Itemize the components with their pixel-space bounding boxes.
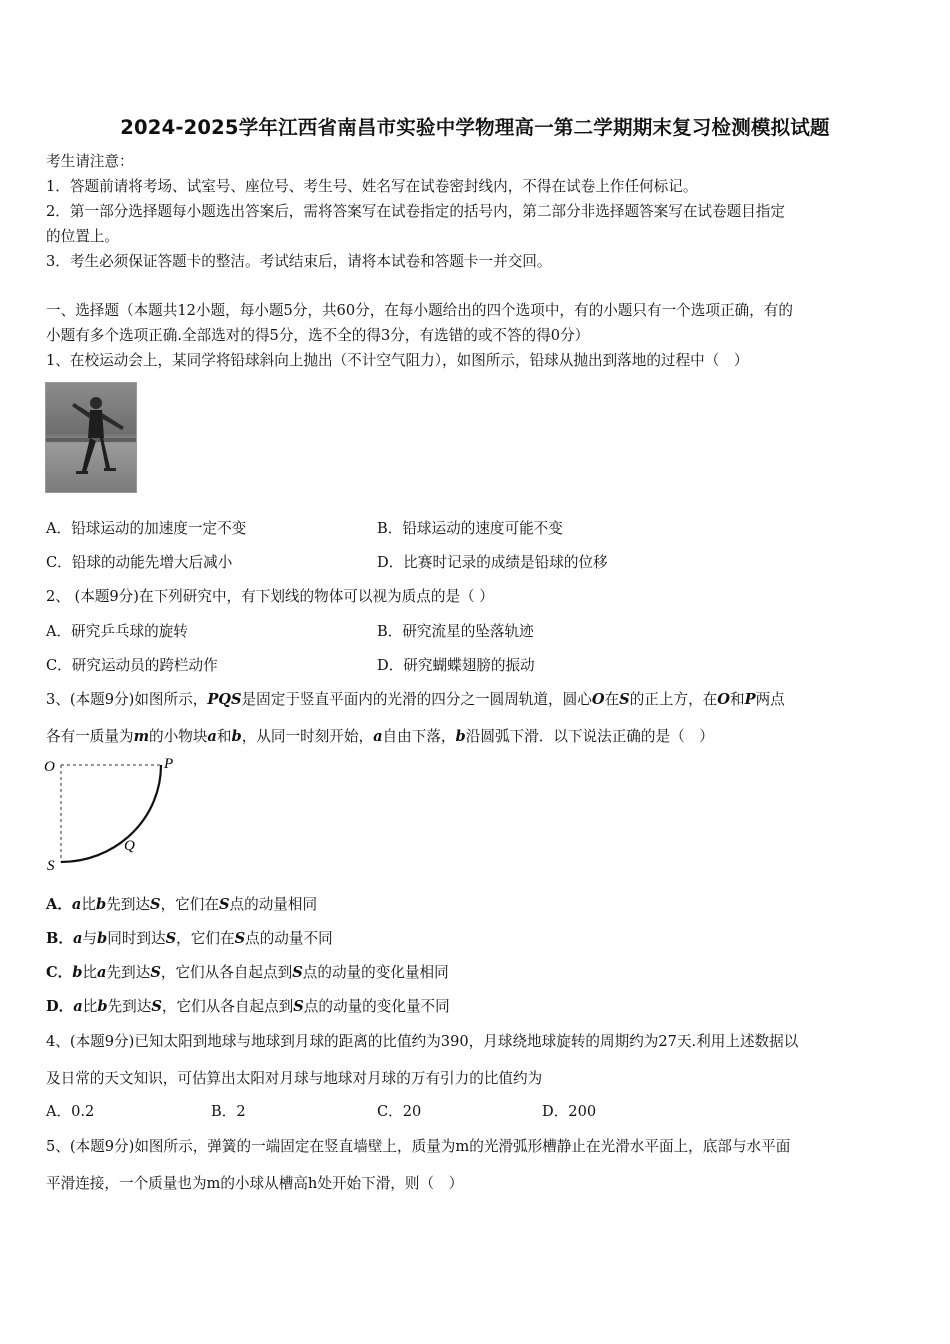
q3-var: S [619, 691, 630, 708]
q3-stem-line-2 [46, 727, 714, 747]
q4-option-c: C．20 [377, 1103, 422, 1120]
quarter-circle-track-diagram [40, 752, 200, 877]
q3-d-text: 先到达 [107, 998, 152, 1015]
q3-stem-line-1 [46, 690, 785, 710]
q3-b-var: S [234, 930, 246, 947]
q3-b-text: ，它们在 [176, 930, 235, 947]
q3-text: 的小物块 [149, 728, 208, 745]
q2-option-b: B．研究流星的坠落轨迹 [377, 623, 534, 640]
q4-option-b: B．2 [211, 1103, 246, 1120]
q3-text: 两点 [755, 691, 785, 708]
q2-stem: 2、 (本题9分)在下列研究中，有下划线的物体可以视为质点的是（ ） [46, 588, 494, 605]
q3-b-var: b [97, 930, 108, 947]
q3-a-text: 先到达 [106, 896, 151, 913]
q3-b-var: S [165, 930, 177, 947]
label-q: Q [124, 838, 135, 854]
q3-text: 3、(本题9分)如图所示， [46, 691, 208, 708]
q3-var: b [455, 728, 466, 745]
q1-stem: 1、在校运动会上，某同学将铅球斜向上抛出（不计空气阻力），如图所示，铅球从抛出到落地的过程中（ ） [46, 352, 749, 369]
section-instructions-1: 一、选择题（本题共12小题，每小题5分，共60分，在每小题给出的四个选项中，有的小题只有一个选项正确，有的 [46, 302, 793, 319]
q3-text: 和 [729, 691, 745, 708]
q3-d-text: 比 [82, 998, 98, 1015]
q3-var: P [744, 691, 756, 708]
label-s: S [47, 858, 55, 874]
q3-c-var: S [292, 964, 303, 981]
q4-option-a: A．0.2 [46, 1103, 95, 1120]
q3-a-text: A． [46, 896, 72, 913]
q5-stem-line-1: 5、(本题9分)如图所示，弹簧的一端固定在竖直墙壁上，质量为m的光滑弧形槽静止在光滑水平面上，底部与水平面 [46, 1138, 791, 1155]
q3-c-var: a [97, 964, 107, 981]
q2-option-c: C．研究运动员的跨栏动作 [46, 657, 218, 674]
athlete-photo-illustration [46, 383, 137, 493]
q3-a-text: 点的动量相同 [229, 896, 318, 913]
q3-a-var: S [150, 896, 161, 913]
q3-text: 在 [604, 691, 620, 708]
q3-a-var: b [96, 896, 107, 913]
q3-a-text: ，它们在 [160, 896, 219, 913]
q3-var: a [207, 728, 217, 745]
q3-text: 是固定于竖直平面内的光滑的四分之一圆周轨道，圆心 [241, 691, 592, 708]
q3-c-var: S [150, 964, 161, 981]
q3-d-text: D． [46, 998, 74, 1015]
q1-option-a: A．铅球运动的加速度一定不变 [46, 520, 247, 537]
q3-var: m [133, 728, 150, 745]
q3-c-text: C． [46, 964, 73, 981]
q4-stem-line-2: 及日常的天文知识，可估算出太阳对月球与地球对月球的万有引力的比值约为 [46, 1070, 543, 1087]
q3-d-var: S [151, 998, 162, 1015]
q5-stem-line-2: 平滑连接，一个质量也为m的小球从槽高h处开始下滑，则（ ） [46, 1175, 464, 1192]
q3-var: a [373, 728, 383, 745]
q3-c-text: 先到达 [106, 964, 151, 981]
q3-option-b [46, 929, 333, 949]
q3-a-var: S [218, 896, 230, 913]
shot-put-photo [45, 382, 137, 493]
q3-b-text: 点的动量不同 [245, 930, 333, 947]
notice-item-2-cont: 的位置上。 [46, 228, 119, 245]
q3-a-text: 比 [81, 896, 96, 913]
q3-d-var: S [293, 998, 304, 1015]
q3-c-text: 比 [82, 964, 98, 981]
q3-text: 各有一质量为 [46, 728, 134, 745]
q3-option-c [46, 963, 449, 983]
q3-text: 沿圆弧下滑．以下说法正确的是（ ） [465, 728, 714, 745]
section-instructions-2: 小题有多个选项正确.全部选对的得5分，选不全的得3分，有选错的或不答的得0分） [46, 327, 590, 344]
q3-c-text: 点的动量的变化量相同 [302, 964, 449, 981]
q2-option-a: A．研究乒乓球的旋转 [46, 623, 188, 640]
q3-b-var: a [72, 930, 83, 947]
q3-text: ，从同一时刻开始， [241, 728, 374, 745]
q3-text: 和 [216, 728, 232, 745]
notice-heading: 考生请注意： [46, 153, 134, 170]
q3-b-text: B． [46, 930, 73, 947]
notice-item-2: 2．第一部分选择题每小题选出答案后，需将答案写在试卷指定的括号内，第二部分非选择题答案写在试卷题目指定 [46, 203, 785, 220]
q3-text: 的正上方，在 [629, 691, 718, 708]
q3-c-var: b [72, 964, 83, 981]
q3-var: O [717, 691, 730, 708]
q3-d-text: ，它们从各自起点到 [161, 998, 294, 1015]
label-o: O [44, 759, 55, 775]
q3-c-text: ，它们从各自起点到 [160, 964, 293, 981]
q3-d-text: 点的动量的变化量不同 [303, 998, 450, 1015]
q3-option-a [46, 895, 317, 915]
q3-var: O [591, 691, 605, 708]
q1-option-d: D．比赛时记录的成绩是铅球的位移 [377, 554, 608, 571]
q1-option-c: C．铅球的动能先增大后减小 [46, 554, 233, 571]
q3-b-text: 同时到达 [107, 930, 166, 947]
q1-option-b: B．铅球运动的速度可能不变 [377, 520, 563, 537]
notice-item-1: 1．答题前请将考场、试室号、座位号、考生号、姓名写在试卷密封线内，不得在试卷上作任何标记。 [46, 178, 698, 195]
q3-a-var: a [71, 896, 82, 913]
q4-option-d: D．200 [542, 1103, 597, 1120]
q3-option-d [46, 997, 450, 1017]
q3-var: PQS [207, 691, 242, 708]
page-title: 2024-2025学年江西省南昌市实验中学物理高一第二学期期末复习检测模拟试题 [120, 116, 830, 139]
label-p: P [164, 756, 174, 772]
notice-item-3: 3．考生必须保证答题卡的整洁。考试结束后，请将本试卷和答题卡一并交回。 [46, 253, 552, 270]
q3-d-var: b [97, 998, 108, 1015]
q3-d-var: a [73, 998, 83, 1015]
q3-text: 自由下落， [382, 728, 456, 745]
q3-b-text: 与 [82, 930, 98, 947]
q2-option-d: D．研究蝴蝶翅膀的振动 [377, 657, 535, 674]
q3-var: b [231, 728, 242, 745]
q4-stem-line-1: 4、(本题9分)已知太阳到地球与地球到月球的距离的比值约为390，月球绕地球旋转的周期约为27天.利用上述数据以 [46, 1033, 799, 1050]
